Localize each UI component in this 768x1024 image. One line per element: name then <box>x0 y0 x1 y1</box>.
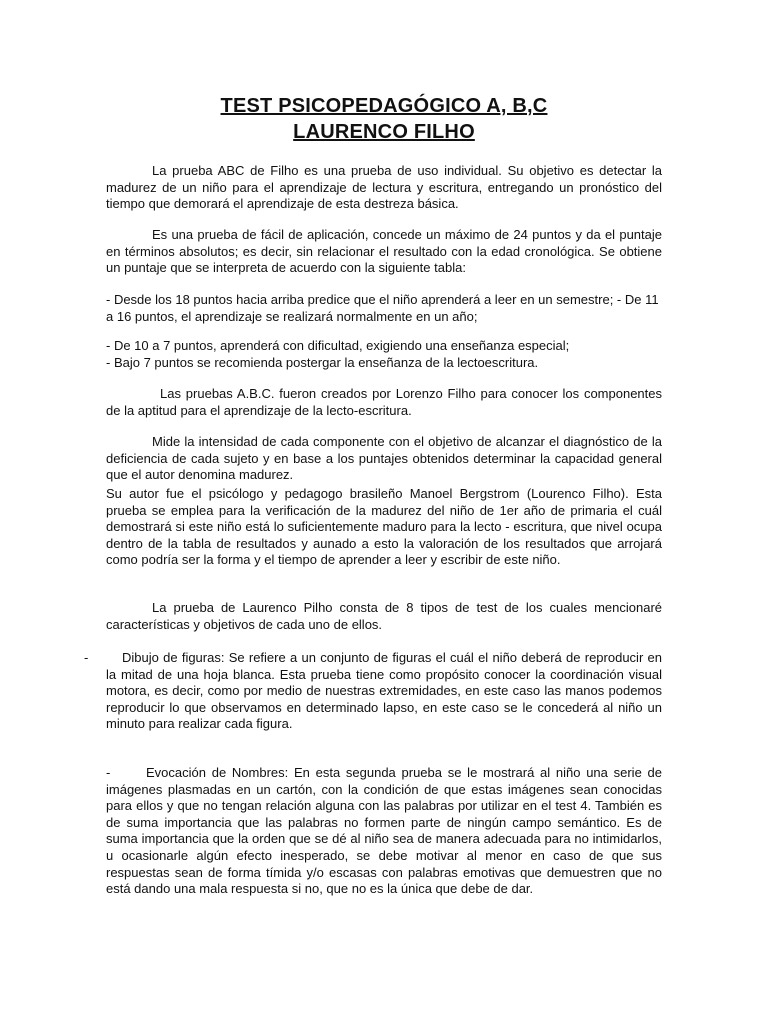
bullet-evocacion-de-nombres <box>106 765 662 898</box>
score-list-item: - De 10 a 7 puntos, aprenderá con dificultad, exigiendo una enseñanza especial; <box>106 338 570 353</box>
paragraph-abc-origin: Las pruebas A.B.C. fueron creados por Lorenzo Filho para conocer los componentes de la aptitud para el aprendizaje de la lecto-escritura. <box>106 386 662 418</box>
bullet-evocacion-text: Evocación de Nombres: En esta segunda prueba se le mostrará al niño una serie de imágenes plasmadas en un cartón, con la condición de que estas imágenes sean conocidas para ellos y que no tengan relación alguna con las palabras por utilizar en el test 4. También es de suma importancia que las palabras no formen parte de ningún campo semántico. Es de suma importancia que la orden que se dé al niño sea de manera adecuada para no intimidarlos, u ocasionarle algún efecto inesperado, se debe motivar al menor en caso de que sus respuestas sean de forma tímida y/o escasas con palabras emotivas que demuestren que no está dando una mala respuesta si no, que no es la única que debe de dar. <box>106 765 662 897</box>
bullet-dash: - <box>84 650 89 665</box>
score-list-item: - Bajo 7 puntos se recomienda postergar la enseñanza de la lectoescritura. <box>106 354 539 370</box>
bullet-dibujo-de-figuras: Dibujo de figuras: Se refiere a un conjunto de figuras el cuál el niño deberá de reproducir en la mitad de una hoja blanca. Esta prueba tiene como propósito conocer la coordinación visual motora, es decir, como por medio de nuestras extremidades, en este caso las manos podemos reproducir lo que observamos en determinado lapso, en este caso se le concederá al niño un minuto para realizar cada figura. <box>106 650 662 732</box>
score-list <box>106 338 662 371</box>
document-title-line1: TEST PSICOPEDAGÓGICO A, B,C <box>220 95 548 117</box>
paragraph-author: Su autor fue el psicólogo y pedagogo brasileño Manoel Bergstrom (Lourenco Filho). Esta prueba se emplea para la verificación de la madurez del niño de 1er año de primaria el cuál demostrará si este niño está lo suficientemente maduro para la lecto - escritura, que nivel ocupa dentro de la tabla de resultados y aunado a esto la valoración de los resultados que arrojará como podría ser la forma y el tiempo de aprender a leer y escribir de este niño. <box>106 486 662 568</box>
paragraph-test-types: La prueba de Laurenco Pilho consta de 8 tipos de test de los cuales mencionaré características y objetivos de cada uno de ellos. <box>106 600 662 632</box>
paragraph-score-ranges: - Desde los 18 puntos hacia arriba predice que el niño aprenderá a leer en un semestre; - De 11 a 16 puntos, el aprendizaje se realizará normalmente en un año; <box>106 292 659 324</box>
paragraph-scoring: Es una prueba de fácil de aplicación, concede un máximo de 24 puntos y da el puntaje en términos absolutos; es decir, sin relacionar el resultado con la edad cronológica. Se obtiene un puntaje que se interpreta de acuerdo con la siguiente tabla: <box>106 227 662 276</box>
paragraph-measures: Mide la intensidad de cada componente con el objetivo de alcanzar el diagnóstico de la deficiencia de cada sujeto y en base a los puntajes obtenidos determinar la capacidad general que el autor denomina madurez. <box>106 434 662 483</box>
paragraph-intro: La prueba ABC de Filho es una prueba de uso individual. Su objetivo es detectar la madurez de un niño para el aprendizaje de lectura y escritura, entregando un pronóstico del tiempo que demorará el aprendizaje de esta destreza básica. <box>106 163 662 212</box>
bullet-dash: - <box>106 765 111 780</box>
document-title-line2: LAURENCO FILHO <box>293 121 475 143</box>
